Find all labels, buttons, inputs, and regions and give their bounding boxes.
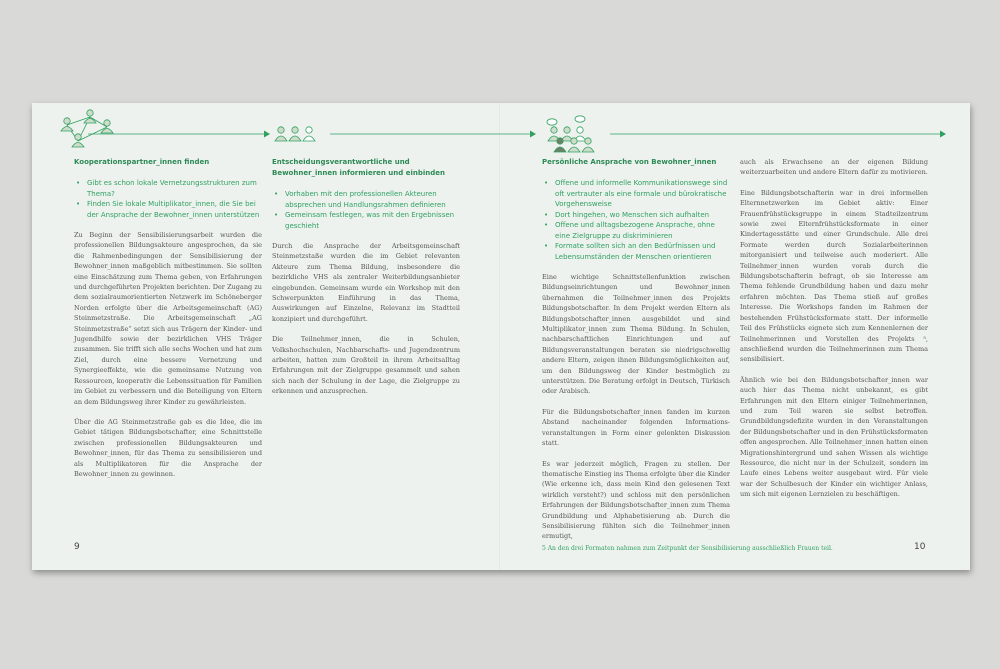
people-talking-icon <box>547 116 594 152</box>
book-spread <box>32 103 970 570</box>
column-4 <box>740 157 928 510</box>
body-paragraph: Über die AG Steinmetzstraße gab es die Idee, die im Gebiet tätigen Bildungsbotschafter, eine Schnittstelle zwischen professionellen Bildungsakteuren und Bewohner_innen, für das Thema zu sensibilisieren und als Multiplikatoren für die Ansprache der Bewohner_innen zu gewinnen. <box>74 417 262 478</box>
body-paragraph: Es war jederzeit möglich, Fragen zu stellen. Der thematische Einstieg ins Thema erfolgte über die Kinder (Wie erkenne ich, dass mein Kind den gelesenen Text wirklich versteht?) und schloss mit den persönlichen Erfahrungen der Bildungsbotschafter_innen zum Thema Grundbildung und Alphabetisierung ab. Durch die Sensibilisierung fühlten sich die Teilnehmer_innen ermutigt, <box>542 459 730 541</box>
body-paragraph: auch als Erwachsene an der eigenen Bildung weiterzuarbeiten und andere Eltern dafür zu motivieren. <box>740 158 928 177</box>
column-1 <box>74 157 262 489</box>
page-number-left: 9 <box>74 542 80 552</box>
bullet-item: • Gemeinsam festlegen, was mit den Ergebnissen geschieht <box>272 210 460 231</box>
body-paragraph: Die Teilnehmer_innen, die in Schulen, Volkshochschulen, Nachbarschafts- und Jugendzentrum arbeiten, hatten zum Großteil in ihrem Arbeitsalltag Erfahrungen mit der Zielgruppe gesammelt und sahen sich nach der Schulung in der Lage, die Zielgruppe zu erkennen und anzusprechen. <box>272 335 460 396</box>
bullet-item: • Formate sollten sich an den Bedürfnissen und Lebensumständen der Menschen orientieren <box>542 241 730 262</box>
bullet-item: • Gibt es schon lokale Vernetzungsstrukturen zum Thema? <box>74 178 262 199</box>
column-2 <box>272 157 460 407</box>
network-people-icon <box>61 110 113 147</box>
book-gutter <box>499 103 501 570</box>
flow-arrow-3-icon <box>940 131 946 138</box>
bullet-item: • Offene und alltagsbezogene Ansprache, ohne eine Zielgruppe zu diskriminieren <box>542 220 730 241</box>
column-3 <box>542 157 730 552</box>
body-paragraph: Zu Beginn der Sensibilisierungsarbeit wurden die professionellen Bildungsakteure angesprochen, da sie die Rahmenbedingungen der Sensibilisierung der Bewohner_innen maßgeblich mitbestimmen. Sie sollten eine Einschätzung zum Thema geben, von Erfahrungen und durchgeführten Projekten berichten. Der Zugang zu dem sozialraumorientierten Netzwerk im Schöneberger Norden erfolgte über die Arbeitsgemeinschaft (AG) Steinmetzstraße. Die Arbeitsgemeinschaft „AG Steinmetzstraße“ setzt sich aus Trägern der Kinder- und Jugendhilfe sowie der bezirklichen VHS Träger zusammen. Sie trifft sich alle sechs Wochen und hat zum Ziel, durch eine bessere Vernetzung und Synergieeffekte, wie die gemeinsame Nutzung von Ressourcen, kooperativ die Lebenssituation für Familien im Gebiet zu verbessern und die Beteiligung von Eltern an dem Bildungsweg ihrer Kinder zu gewährleisten. <box>74 231 262 406</box>
column-2-heading: Entscheidungsverantwortliche und Bewohner_innen informieren und einbinden <box>272 158 445 177</box>
column-1-bullets <box>74 178 262 220</box>
bullet-item: • Offene und informelle Kommunikationswege sind oft vertrauter als eine formale und bürokratische Vorgehensweise <box>542 178 730 210</box>
column-3-heading: Persönliche Ansprache von Bewohner_innen <box>542 158 717 166</box>
flow-arrow-2-icon <box>530 131 536 138</box>
body-paragraph: Für die Bildungsbotschafter_innen fanden im kurzen Abstand nacheinander folgenden Informations-veranstaltungen in Form einer gelenkten Diskussion statt. <box>542 407 730 448</box>
body-paragraph: Durch die Ansprache der Arbeitsgemeinschaft Steinmetzstaße wurden die im Gebiet relevanten Akteure zum Thema Bildung, insbesondere die bezirkliche VHS als zentraler Weiterbildungsanbieter eingebunden. Gemeinsam wurde ein Workshop mit den Schwerpunkten Einführung in das Thema, Auswirkungen auf Einzelne, Relevanz im Stadtteil konzipiert und durchgeführt. <box>272 242 460 323</box>
column-1-heading: Kooperationspartner_innen finden <box>74 158 210 166</box>
process-flow-graphic <box>32 103 970 163</box>
column-2-bullets <box>272 189 460 231</box>
bullet-item: • Dort hingehen, wo Menschen sich aufhalten <box>542 210 730 221</box>
three-people-icon <box>275 127 315 141</box>
footnote: 5 An den drei Formaten nahmen zum Zeitpunkt der Sensibilisierung ausschließlich Frauen teil. <box>542 545 833 552</box>
bullet-item: • Vorhaben mit den professionellen Akteuren absprechen und Handlungsrahmen definieren <box>272 189 460 210</box>
body-paragraph: Ähnlich wie bei den Bildungsbotschafter_innen war auch hier das Thema nicht unbekannt, es gibt Erfahrungen mit den Eltern einiger Teilnehmerinnen, und zum Teil waren sie selbst betroffen. Grundbildungsdefizite wurden in den Veranstaltungen der Bildungsbotschafter und in den Frühstücksformaten offen angesprochen. Alle Teilnehmer_innen hatten einen Migrationshintergrund und sahen Wissen als wichtige Ressource, die nicht nur in der Schulzeit, sondern im Laufe eines Lebens weiter ausgebaut wird. Für viele war der Schulbesuch der Kinder ein wichtiger Anlass, um sich mit eigenen Lernzielen zu beschäftigen. <box>740 375 928 499</box>
body-paragraph: Eine wichtige Schnittstellenfunktion zwischen Bildungseinrichtungen und Bewohner_innen übernahmen die Teilnehmer_innen des Projekts Bildungsbotschafter. In dem Projekt werden Eltern als Bildungsbotschafter_innen ausgebildet und sind Multiplikator_innen zum Thema Bildung. In Schulen, nachbarschaftlichen Einrichtungen und auf Bildungsveranstaltungen beraten sie niedrigschwellig andere Eltern, zeigen ihnen Bildungsmöglichkeiten auf, um den Bildungsweg der Kinder bestmöglich zu unterstützen. Die Beratung erfolgt in Deutsch, Türkisch oder Arabisch. <box>542 273 730 396</box>
body-paragraph: Eine Bildungsbotschafterin war in drei informellen Elternnetzwerken im Gebiet aktiv: Einer Frauenfrühstücksgruppe in einem Stadteilzentrum sowie zwei Elternfrühstücksformate in einer Kindertagesstätte und einer Grundschule. Alle drei Formate werden durch Sozialarbeiterinnen mitorganisiert und teilweise auch moderiert. Alle Teilnehmer_innen wurden vorab durch die Bildungsbotschafterin befragt, ob sie Interesse am Thema fehlende Grundbildung haben und dazu mehr erfahren möchten. Das Thema stieß auf großes Interesse. Die Workshops fanden im Rahmen der bestehenden Frühstücksformate statt. Der informelle Teil des Frühstücks eignete sich zum Kennenlernen der Teilnehmerinnen und Vorstellen des Projekts ⁵, anschließend wurden die Teilnehmerinnen zum Thema sensibilisiert. <box>740 188 928 364</box>
bullet-item: • Finden Sie lokale Multiplikator_innen, die Sie bei der Ansprache der Bewohner_innen unterstützen <box>74 199 262 220</box>
page-number-right: 10 <box>914 542 926 552</box>
column-3-bullets <box>542 178 730 262</box>
flow-arrow-1-icon <box>264 131 270 138</box>
